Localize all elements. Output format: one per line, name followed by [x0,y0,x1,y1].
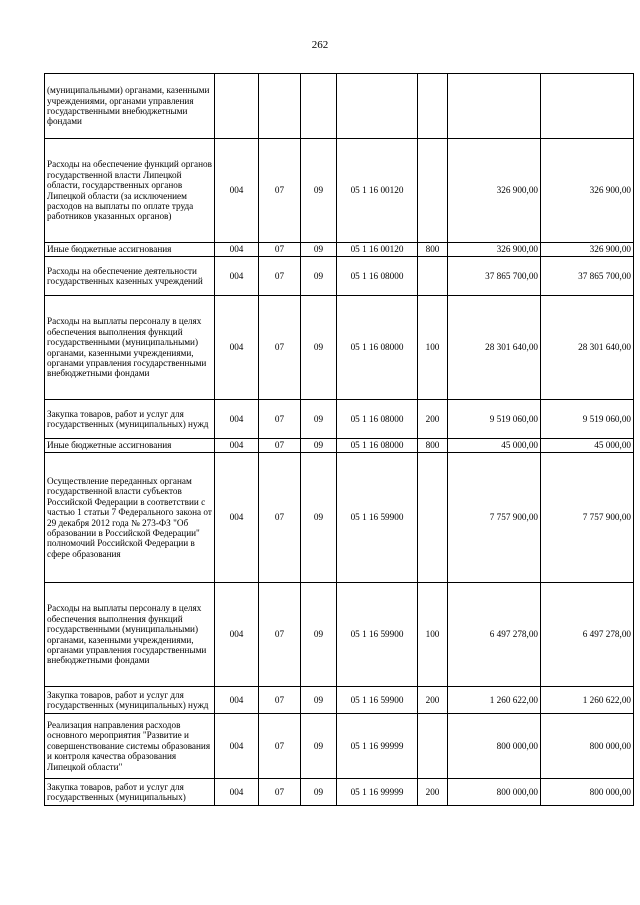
amount-second: 7 757 900,00 [541,453,634,583]
budget-item-name: Реализация направления расходов основного мероприятия "Развитие и совершенствование системы образования и контроля качества образования Липецкой области" [45,714,215,779]
amount-second: 28 301 640,00 [541,296,634,400]
budget-item-name: Иные бюджетные ассигнования [45,439,215,453]
subsection-code: 09 [301,139,337,243]
ministry-code: 004 [215,453,259,583]
ministry-code [215,74,259,139]
subsection-code: 09 [301,296,337,400]
budget-item-name: Расходы на обеспечение деятельности государственных казенных учреждений [45,257,215,296]
expense-type-code [418,453,448,583]
amount-first: 37 865 700,00 [448,257,541,296]
ministry-code: 004 [215,779,259,806]
budget-table [44,73,634,806]
subsection-code: 09 [301,257,337,296]
amount-first: 800 000,00 [448,779,541,806]
section-code: 07 [259,296,301,400]
target-article-code: 05 1 16 08000 [337,257,418,296]
table-row [45,779,634,806]
table-row [45,583,634,687]
subsection-code: 09 [301,453,337,583]
table-row [45,439,634,453]
target-article-code: 05 1 16 99999 [337,714,418,779]
amount-second: 800 000,00 [541,714,634,779]
section-code: 07 [259,243,301,257]
amount-first: 28 301 640,00 [448,296,541,400]
amount-second [541,74,634,139]
amount-second: 326 900,00 [541,243,634,257]
expense-type-code [418,714,448,779]
budget-item-name: (муниципальными) органами, казенными учреждениями, органами управления государственными внебюджетными фондами [45,74,215,139]
amount-first: 6 497 278,00 [448,583,541,687]
amount-first: 1 260 622,00 [448,687,541,714]
ministry-code: 004 [215,714,259,779]
expense-type-code: 800 [418,439,448,453]
amount-first: 800 000,00 [448,714,541,779]
amount-second: 45 000,00 [541,439,634,453]
target-article-code: 05 1 16 59900 [337,583,418,687]
amount-second: 326 900,00 [541,139,634,243]
table-row [45,296,634,400]
budget-item-name: Расходы на выплаты персоналу в целях обеспечения выполнения функций государственными (муниципальными) органами, казенными учреждениями, органами управления государственными внебюджетными фондами [45,583,215,687]
table-row [45,400,634,439]
target-article-code: 05 1 16 59900 [337,453,418,583]
ministry-code: 004 [215,687,259,714]
subsection-code: 09 [301,687,337,714]
expense-type-code: 800 [418,243,448,257]
target-article-code [337,74,418,139]
amount-first [448,74,541,139]
target-article-code: 05 1 16 08000 [337,296,418,400]
expense-type-code: 100 [418,296,448,400]
table-row [45,243,634,257]
ministry-code: 004 [215,296,259,400]
subsection-code [301,74,337,139]
target-article-code: 05 1 16 00120 [337,139,418,243]
target-article-code: 05 1 16 59900 [337,687,418,714]
section-code: 07 [259,139,301,243]
section-code: 07 [259,257,301,296]
amount-second: 9 519 060,00 [541,400,634,439]
ministry-code: 004 [215,439,259,453]
subsection-code: 09 [301,779,337,806]
amount-first: 326 900,00 [448,243,541,257]
target-article-code: 05 1 16 00120 [337,243,418,257]
section-code: 07 [259,687,301,714]
budget-item-name: Иные бюджетные ассигнования [45,243,215,257]
table-row [45,714,634,779]
table-row [45,74,634,139]
budget-item-name: Осуществление переданных органам государственной власти субъектов Российской Федерации в соответствии с частью 1 статьи 7 Федерального закона от 29 декабря 2012 года № 273-ФЗ "Об образовании в Российской Федерации" полномочий Российской Федерации в сфере образования [45,453,215,583]
expense-type-code: 200 [418,400,448,439]
table-row [45,687,634,714]
section-code: 07 [259,400,301,439]
section-code [259,74,301,139]
expense-type-code [418,257,448,296]
subsection-code: 09 [301,583,337,687]
ministry-code: 004 [215,139,259,243]
amount-first: 9 519 060,00 [448,400,541,439]
amount-second: 37 865 700,00 [541,257,634,296]
ministry-code: 004 [215,243,259,257]
target-article-code: 05 1 16 08000 [337,439,418,453]
ministry-code: 004 [215,583,259,687]
expense-type-code: 200 [418,687,448,714]
amount-second: 6 497 278,00 [541,583,634,687]
expense-type-code [418,139,448,243]
expense-type-code: 200 [418,779,448,806]
expense-type-code [418,74,448,139]
section-code: 07 [259,714,301,779]
expense-type-code: 100 [418,583,448,687]
section-code: 07 [259,439,301,453]
section-code: 07 [259,583,301,687]
amount-second: 800 000,00 [541,779,634,806]
amount-first: 45 000,00 [448,439,541,453]
budget-item-name: Расходы на обеспечение функций органов государственной власти Липецкой области, государственных органов Липецкой области (за исключением расходов на выплаты по оплате труда работников указанных органов) [45,139,215,243]
section-code: 07 [259,453,301,583]
budget-item-name: Закупка товаров, работ и услуг для государственных (муниципальных) нужд [45,687,215,714]
amount-first: 326 900,00 [448,139,541,243]
section-code: 07 [259,779,301,806]
table-row [45,139,634,243]
amount-first: 7 757 900,00 [448,453,541,583]
ministry-code: 004 [215,400,259,439]
subsection-code: 09 [301,400,337,439]
ministry-code: 004 [215,257,259,296]
budget-item-name: Закупка товаров, работ и услуг для государственных (муниципальных) [45,779,215,806]
target-article-code: 05 1 16 08000 [337,400,418,439]
amount-second: 1 260 622,00 [541,687,634,714]
table-row [45,453,634,583]
subsection-code: 09 [301,439,337,453]
subsection-code: 09 [301,714,337,779]
page-number: 262 [311,39,329,51]
table-row [45,257,634,296]
subsection-code: 09 [301,243,337,257]
target-article-code: 05 1 16 99999 [337,779,418,806]
budget-item-name: Закупка товаров, работ и услуг для государственных (муниципальных) нужд [45,400,215,439]
budget-item-name: Расходы на выплаты персоналу в целях обеспечения выполнения функций государственными (муниципальными) органами, казенными учреждениями, органами управления государственными внебюджетными фондами [45,296,215,400]
